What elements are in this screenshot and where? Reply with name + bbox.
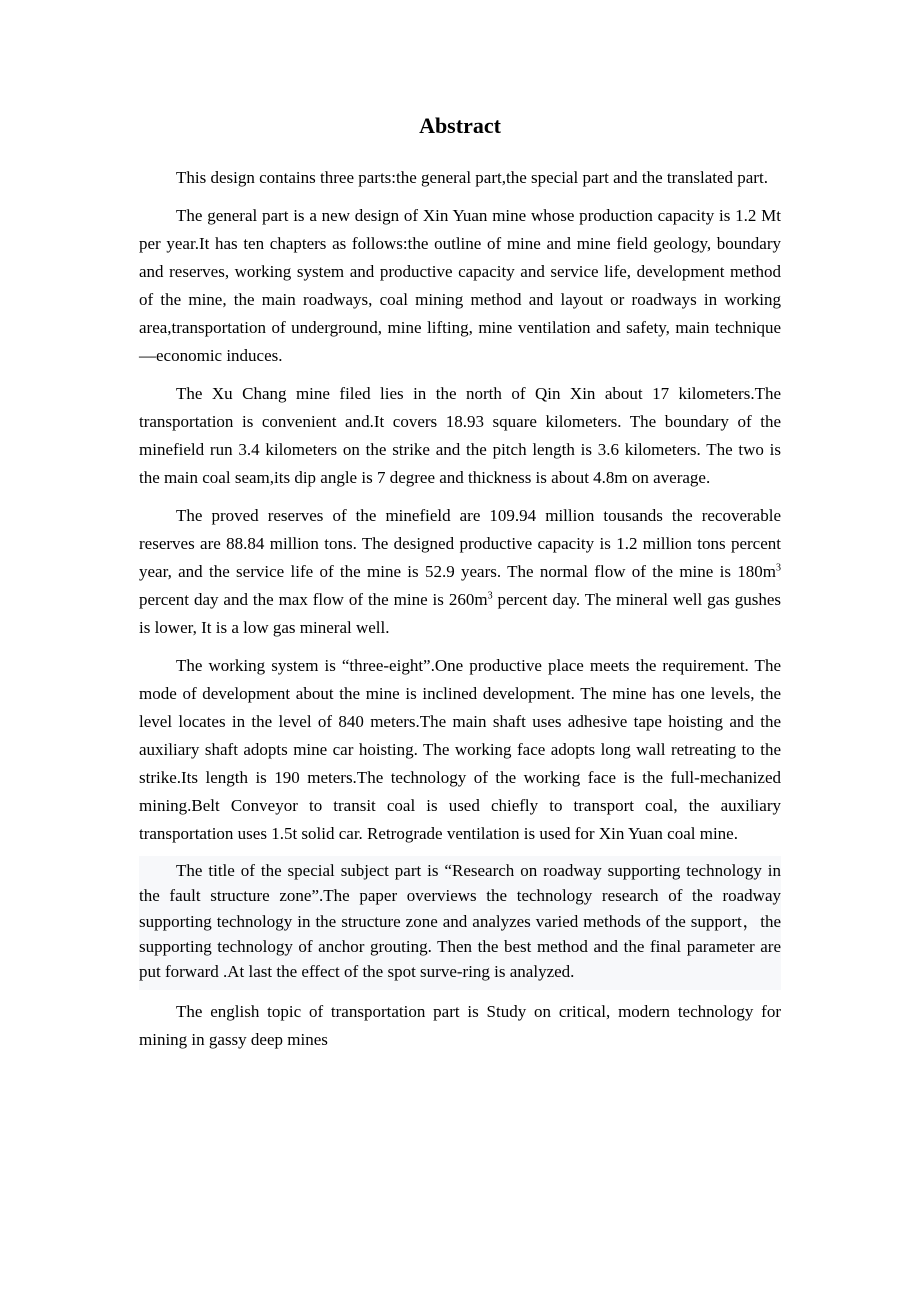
- paragraph-mine-field: The Xu Chang mine filed lies in the north of Qin Xin about 17 kilometers.The transportation is convenient and.It covers 18.93 square kilometers. The boundary of the minefield run 3.4 kilometers on the strike and the pitch length is 3.6 kilometers. The two is the main coal seam,its dip angle is 7 degree and thickness is about 4.8m on average.: [139, 384, 781, 487]
- paragraph-reserves: [139, 502, 781, 642]
- abstract-page: [139, 112, 781, 1064]
- page-title: Abstract: [419, 113, 501, 138]
- paragraph-working-system: The working system is “three-eight”.One productive place meets the requirement. The mode of development about the mine is inclined development. The mine has one levels, the level locates in the level of 840 meters.The main shaft uses adhesive tape hoisting and the auxiliary shaft adopts mine car hoisting. The working face adopts long wall retreating to the strike.Its length is 190 meters.The technology of the working face is the full-mechanized mining.Belt Conveyor to transit coal is used chiefly to transport coal, the auxiliary transportation uses 1.5t solid car. Retrograde ventilation is used for Xin Yuan coal mine.: [139, 656, 781, 843]
- paragraph-special-subject: The title of the special subject part is “Research on roadway supporting technology in the fault structure zone”.The paper overviews the technology research of the roadway supporting technology in the structure zone and analyzes varied methods of the support，the supporting technology of anchor grouting. Then the best method and the final parameter are put forward .At last the effect of the spot surve-ring is analyzed.: [139, 856, 781, 990]
- paragraph-translation-part: The english topic of transportation part is Study on critical, modern technology for mining in gassy deep mines: [139, 1002, 781, 1050]
- reserves-text-a: The proved reserves of the minefield are 109.94 million tousands the recoverable reserves are 88.84 million tons. The designed productive capacity is 1.2 million tons percent year, and the service life of the mine is 52.9 years. The normal flow of the mine is 180m: [139, 506, 781, 581]
- reserves-text-c: percent day. The mineral well gas gushes is lower, It is a low gas mineral well.: [139, 590, 782, 637]
- paragraph-general-part: The general part is a new design of Xin Yuan mine whose production capacity is 1.2 Mt per year.It has ten chapters as follows:the outline of mine and mine field geology, boundary and reserves, working system and productive capacity and service life, development method of the mine, the main roadways, coal mining method and layout or roadways in working area,transportation of underground, mine lifting, mine ventilation and safety, main technique—economic induces.: [139, 206, 781, 365]
- superscript-cubed: 3: [776, 562, 781, 574]
- superscript-cubed: 3: [487, 590, 493, 602]
- reserves-text-b: percent day and the max flow of the mine is 260m: [139, 590, 488, 609]
- paragraph-parts-overview: This design contains three parts:the general part,the special part and the translated part.: [176, 168, 768, 187]
